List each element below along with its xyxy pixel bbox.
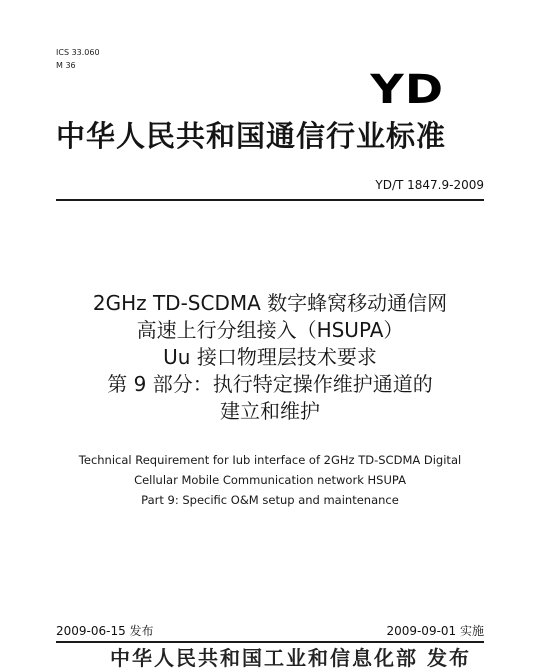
issue-date: 2009-06-15 发布 bbox=[56, 624, 154, 638]
ics-code: ICS 33.060 bbox=[56, 48, 100, 57]
english-title-block bbox=[30, 450, 510, 510]
issuing-authority: 中华人民共和国工业和信息化部 发布 bbox=[110, 646, 471, 670]
english-title-line: Part 9: Specific O&M setup and maintenance bbox=[141, 493, 399, 507]
chinese-title-line: 第 9 部分：执行特定操作维护通道的 bbox=[107, 372, 433, 396]
english-title-line: Cellular Mobile Communication network HSUPA bbox=[134, 473, 406, 487]
chinese-title-line: 2GHz TD-SCDMA 数字蜂窝移动通信网 bbox=[92, 291, 448, 315]
english-title-line: Technical Requirement for Iub interface of 2GHz TD-SCDMA Digital bbox=[78, 453, 462, 467]
chinese-title-block bbox=[30, 290, 510, 425]
top-divider bbox=[56, 199, 484, 201]
classification-code: M 36 bbox=[56, 61, 76, 70]
bottom-divider bbox=[56, 641, 484, 643]
standard-category-title: 中华人民共和国通信行业标准 bbox=[56, 119, 447, 153]
chinese-title-line: 建立和维护 bbox=[220, 399, 320, 423]
implementation-date: 2009-09-01 实施 bbox=[386, 624, 484, 638]
chinese-title-line: Uu 接口物理层技术要求 bbox=[163, 345, 377, 369]
chinese-title-line: 高速上行分组接入（HSUPA） bbox=[136, 318, 404, 342]
standard-number: YD/T 1847.9-2009 bbox=[375, 178, 484, 192]
yd-logo: YD bbox=[370, 67, 444, 113]
